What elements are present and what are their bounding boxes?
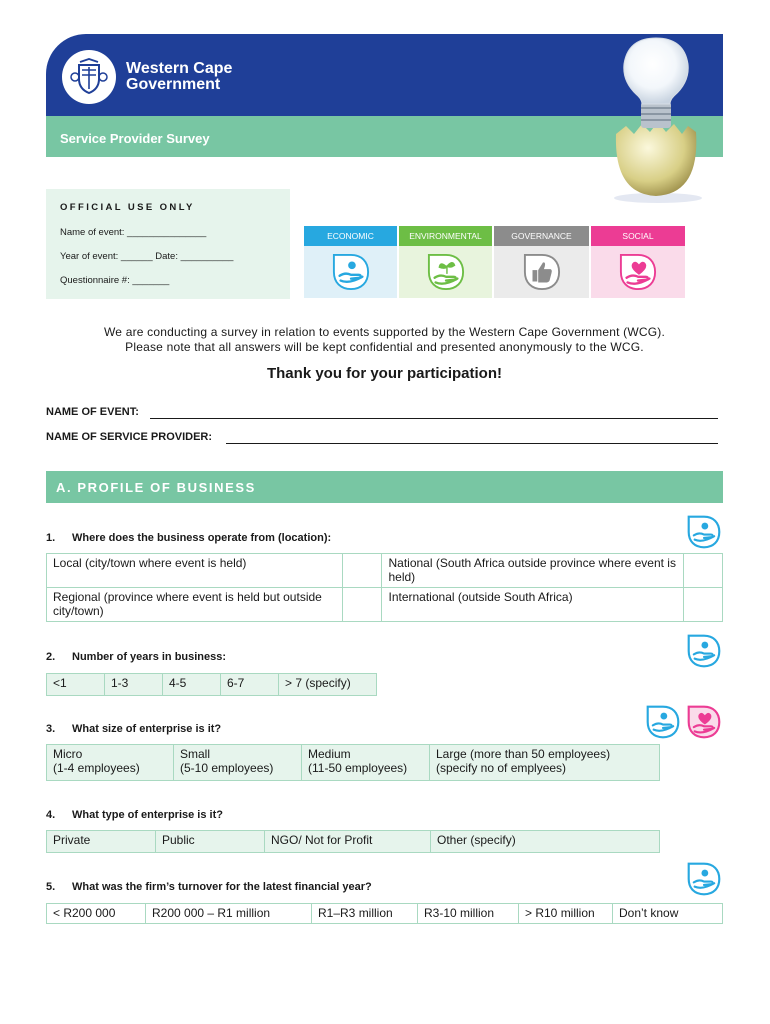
- q1-checkbox-local[interactable]: [343, 554, 382, 588]
- economic-hand-person-icon: [332, 253, 370, 291]
- q5-text: What was the firm’s turnover for the latest financial year?: [72, 881, 372, 893]
- section-a-title: A. PROFILE OF BUSINESS: [56, 480, 256, 495]
- category-environmental-icon-cell: [399, 246, 492, 298]
- q4-option-ngo[interactable]: NGO/ Not for Profit: [265, 831, 431, 853]
- economic-badge-icon: [687, 862, 721, 896]
- q1-text: Where does the business operate from (location):: [72, 532, 332, 544]
- economic-badge-icon: [687, 634, 721, 668]
- q5-number: 5.: [46, 881, 56, 893]
- org-name-line1: Western Cape: [126, 60, 233, 77]
- q3-option-medium-title: Medium: [308, 747, 351, 761]
- q5-option[interactable]: Don’t know: [613, 904, 723, 924]
- org-name-line2: Government: [126, 76, 221, 93]
- social-badge-icon: [687, 705, 721, 739]
- q4-number: 4.: [46, 809, 56, 821]
- q2-option[interactable]: > 7 (specify): [279, 674, 377, 696]
- q1-options-table: [46, 553, 723, 622]
- q3-option-large-range: (specify no of emplyees): [436, 761, 567, 775]
- governance-thumbs-up-icon: [523, 253, 561, 291]
- intro-line-2: Please note that all answers will be kept confidential and presented anonymously to the WCG.: [125, 340, 644, 354]
- q1-checkbox-national[interactable]: [683, 554, 722, 588]
- q4-text: What type of enterprise is it?: [72, 809, 223, 821]
- category-economic: [304, 226, 397, 298]
- category-environmental-label: ENVIRONMENTAL: [399, 226, 492, 246]
- q1-checkbox-regional[interactable]: [343, 588, 382, 622]
- q3-option-small-range: (5-10 employees): [180, 761, 274, 775]
- q5-option[interactable]: R200 000 – R1 million: [146, 904, 312, 924]
- q4-option-public[interactable]: Public: [156, 831, 265, 853]
- category-economic-label: ECONOMIC: [304, 226, 397, 246]
- official-name-of-event: Name of event: _______________: [60, 227, 207, 238]
- event-name-label: NAME OF EVENT:: [46, 406, 139, 418]
- q3-option-large-title: Large (more than 50 employees): [436, 747, 611, 761]
- q3-option-micro-title: Micro: [53, 747, 83, 761]
- q2-option[interactable]: 1-3: [105, 674, 163, 696]
- official-year-date: Year of event: ______ Date: __________: [60, 251, 234, 262]
- q3-option-small-title: Small: [180, 747, 211, 761]
- category-social-label: SOCIAL: [591, 226, 685, 246]
- social-hand-heart-icon: [619, 253, 657, 291]
- thanks-heading: Thank you for your participation!: [266, 365, 502, 382]
- intro-line-1: We are conducting a survey in relation to events supported by the Western Cape Government (WCG).: [103, 325, 666, 339]
- q1-option-international: International (outside South Africa): [382, 588, 683, 622]
- category-governance: [494, 226, 589, 298]
- q5-option[interactable]: R3-10 million: [418, 904, 519, 924]
- q2-option[interactable]: 4-5: [163, 674, 221, 696]
- q1-option-national: National (South Africa outside province where event is held): [382, 554, 683, 588]
- official-use-title: OFFICIAL USE ONLY: [60, 202, 195, 213]
- official-use-box: [46, 189, 290, 299]
- q1-option-local: Local (city/town where event is held): [47, 554, 343, 588]
- q3-number: 3.: [46, 723, 56, 735]
- q5-option[interactable]: > R10 million: [519, 904, 613, 924]
- category-social-icon-cell: [591, 246, 685, 298]
- coat-of-arms-logo-icon: [68, 56, 110, 98]
- category-economic-icon-cell: [304, 246, 397, 298]
- q2-option[interactable]: <1: [47, 674, 105, 696]
- q2-options-table: [46, 673, 377, 696]
- q5-option[interactable]: R1–R3 million: [312, 904, 418, 924]
- q4-options-table: [46, 830, 660, 853]
- q5-option[interactable]: < R200 000: [47, 904, 146, 924]
- q3-option-large[interactable]: [430, 745, 660, 781]
- survey-title: Service Provider Survey: [60, 131, 210, 146]
- q3-options-table: [46, 744, 660, 781]
- official-questionnaire-number: Questionnaire #: _______: [60, 275, 170, 286]
- economic-badge-icon: [646, 705, 680, 739]
- q1-checkbox-international[interactable]: [683, 588, 722, 622]
- category-environmental: [399, 226, 492, 298]
- lightbulb-in-egg-illustration: [598, 36, 712, 204]
- economic-badge-icon: [687, 515, 721, 549]
- q1-option-regional: Regional (province where event is held but outside city/town): [47, 588, 343, 622]
- q3-option-micro-range: (1-4 employees): [53, 761, 140, 775]
- q2-number: 2.: [46, 651, 56, 663]
- q2-text: Number of years in business:: [72, 651, 227, 663]
- org-name: [126, 61, 232, 93]
- provider-name-label: NAME OF SERVICE PROVIDER:: [46, 431, 213, 443]
- event-name-field[interactable]: [150, 418, 718, 419]
- environmental-hand-plant-icon: [427, 253, 465, 291]
- q2-option[interactable]: 6-7: [221, 674, 279, 696]
- category-social: [591, 226, 685, 298]
- provider-name-field[interactable]: [226, 443, 718, 444]
- q4-option-private[interactable]: Private: [47, 831, 156, 853]
- q3-option-medium[interactable]: [302, 745, 430, 781]
- q3-text: What size of enterprise is it?: [72, 723, 222, 735]
- category-governance-icon-cell: [494, 246, 589, 298]
- q5-options-table: [46, 903, 723, 924]
- q1-number: 1.: [46, 532, 56, 544]
- q3-option-micro[interactable]: [47, 745, 174, 781]
- category-governance-label: GOVERNANCE: [494, 226, 589, 246]
- q3-option-small[interactable]: [174, 745, 302, 781]
- q4-option-other[interactable]: Other (specify): [431, 831, 660, 853]
- q3-option-medium-range: (11-50 employees): [308, 761, 408, 775]
